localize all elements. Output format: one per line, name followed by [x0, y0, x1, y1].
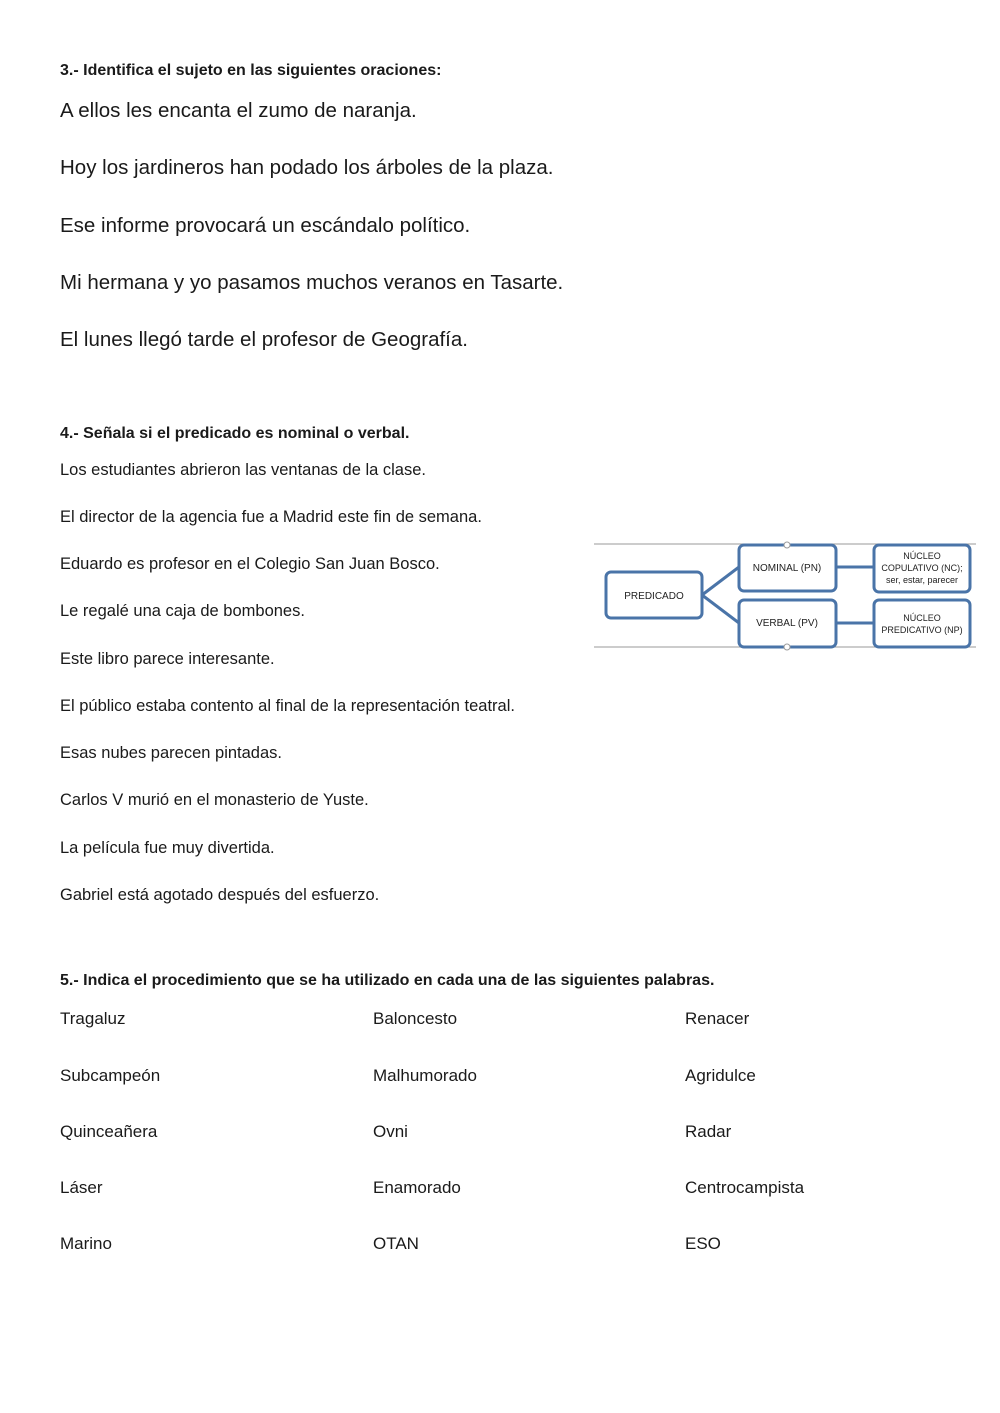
connector-to-nominal: [702, 567, 739, 595]
word-ovni: Ovni: [373, 1122, 408, 1141]
label-nc-line2: COPULATIVO (NC);: [881, 563, 963, 573]
word-quinceanera: Quinceañera: [60, 1122, 158, 1141]
word-malhumorado: Malhumorado: [373, 1066, 477, 1085]
s4-sentence-7: Esas nubes parecen pintadas.: [60, 744, 282, 762]
label-np-line1: NÚCLEO: [903, 613, 941, 623]
nominal-handle: [784, 542, 790, 548]
connector-to-verbal: [702, 595, 739, 623]
s4-sentence-5: Este libro parece interesante.: [60, 650, 275, 668]
s3-sentence-2: Hoy los jardineros han podado los árboles de la plaza.: [60, 156, 554, 179]
s3-sentence-1: A ellos les encanta el zumo de naranja.: [60, 99, 417, 122]
s4-sentence-6: El público estaba contento al final de la representación teatral.: [60, 697, 515, 715]
s3-sentence-5: El lunes llegó tarde el profesor de Geografía.: [60, 328, 468, 351]
word-renacer: Renacer: [685, 1009, 750, 1028]
s4-sentence-4: Le regalé una caja de bombones.: [60, 602, 305, 620]
word-eso: ESO: [685, 1234, 721, 1253]
word-radar: Radar: [685, 1122, 732, 1141]
word-enamorado: Enamorado: [373, 1178, 461, 1197]
word-tragaluz: Tragaluz: [60, 1009, 126, 1028]
s4-sentence-8: Carlos V murió en el monasterio de Yuste.: [60, 791, 369, 809]
label-nominal: NOMINAL (PN): [752, 563, 822, 574]
s4-sentence-1: Los estudiantes abrieron las ventanas de la clase.: [60, 461, 426, 479]
word-laser: Láser: [60, 1178, 103, 1197]
label-predicado: PREDICADO: [624, 591, 684, 602]
s4-sentence-9: La película fue muy divertida.: [60, 839, 275, 857]
s4-sentence-10: Gabriel está agotado después del esfuerzo.: [60, 886, 380, 904]
word-agridulce: Agridulce: [685, 1066, 756, 1085]
section-5-heading: 5.- Indica el procedimiento que se ha utilizado en cada una de las siguientes palabras.: [60, 972, 715, 989]
s3-sentence-3: Ese informe provocará un escándalo político.: [60, 214, 471, 237]
section-4-heading: 4.- Señala si el predicado es nominal o verbal.: [60, 425, 410, 442]
predicate-diagram: [594, 540, 976, 652]
s4-sentence-2: El director de la agencia fue a Madrid este fin de semana.: [60, 508, 482, 526]
label-verbal: VERBAL (PV): [756, 618, 818, 629]
word-otan: OTAN: [373, 1234, 419, 1253]
s3-sentence-4: Mi hermana y yo pasamos muchos veranos en Tasarte.: [60, 271, 564, 294]
box-nucleo-predicativo: [874, 600, 970, 647]
s4-sentence-3: Eduardo es profesor en el Colegio San Juan Bosco.: [60, 555, 440, 573]
word-centrocampista: Centrocampista: [685, 1178, 805, 1197]
label-np-line2: PREDICATIVO (NP): [881, 625, 963, 635]
word-subcampeon: Subcampeón: [60, 1066, 161, 1085]
word-marino: Marino: [60, 1234, 112, 1253]
label-nc-line3: ser, estar, parecer: [885, 575, 959, 585]
word-baloncesto: Baloncesto: [373, 1009, 458, 1028]
section-3-heading: 3.- Identifica el sujeto en las siguientes oraciones:: [60, 62, 442, 79]
verbal-handle: [784, 644, 790, 650]
label-nc-line1: NÚCLEO: [903, 551, 941, 561]
